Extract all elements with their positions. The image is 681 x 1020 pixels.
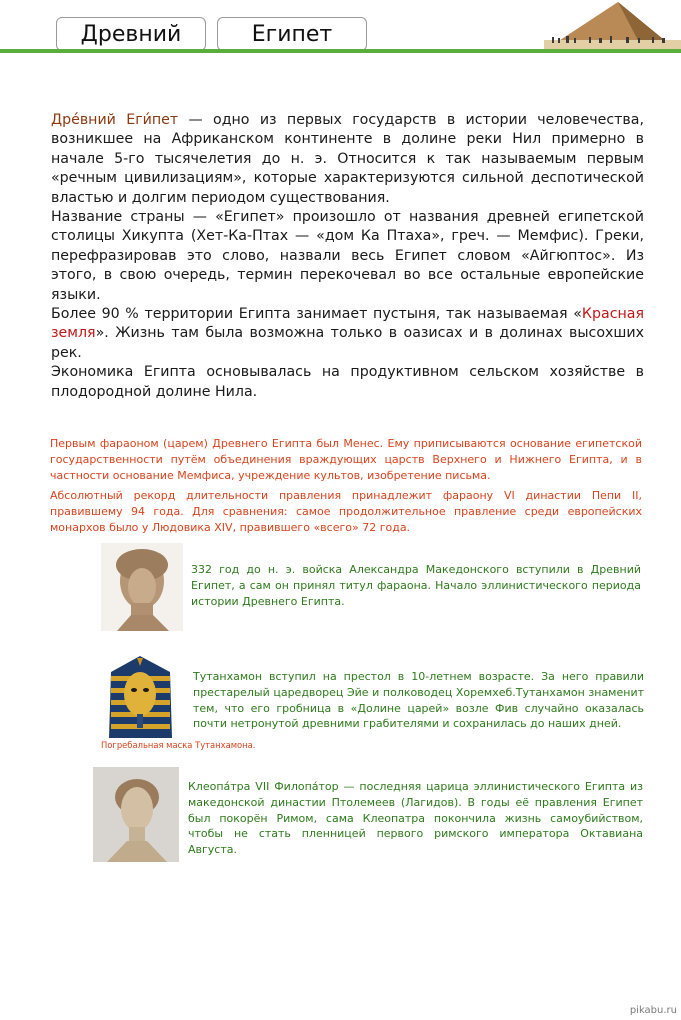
intro-paragraph-3 — [51, 305, 644, 363]
tab-ancient-label: Древний — [80, 21, 182, 47]
tutankhamun-text: Тутанхамон вступил на престол в 10-летнем возрасте. За него правили престарелый царедворец Эйе и полководец Хоремхеб.Тутанхамон знаменит тем, что его гробница в «Долине царей» возле Фив случайно оказалась почти нетронутой древними грабителями и сохранилась до наших дней. — [193, 670, 644, 731]
alexander-text: 332 год до н. э. войска Александра Македонского вступили в Древний Египет, а сам он принял титул фараона. Начало эллинистического периода истории Древнего Египта. — [191, 563, 641, 608]
intro-title: Дре́вний Еги́пет — [51, 112, 179, 128]
tutankhamun-caption: Погребальная маска Тутанхамона. — [101, 740, 256, 750]
tab-egypt — [217, 17, 367, 51]
intro-paragraph-2: Название страны — «Египет» произошло от названия древней египетской столицы Хикупта (Хет-Ка-Птах — «дом Ка Птаха», греч. — Мемфис). Греки, перефразировав это слово, назвали весь Египет словом «Айгюптос». Из этого, в свою очередь, термин перекочевал во все остальные европейские языки. — [51, 209, 644, 303]
note-pepi: Абсолютный рекорд длительности правления принадлежит фараону VI династии Пепи II, правившему 94 года. Для сравнения: самое продолжительное правление среди европейских монархов было у Людовика XIV, правившего «всего» 72 года. — [50, 489, 642, 534]
intro-text — [51, 111, 644, 402]
intro-paragraph-1 — [51, 111, 644, 208]
alexander-bust-image — [101, 543, 183, 631]
intro-paragraph-4: Экономика Египта основывалась на продуктивном сельском хозяйстве в плодородной долине Нила. — [51, 364, 644, 400]
intro-p3-end: ». Жизнь там была возможна только в оазисах и в долинах высохших рек. — [51, 325, 644, 361]
red-land-term: Красная земля — [51, 306, 644, 342]
watermark: pikabu.ru — [629, 1005, 677, 1016]
cleopatra-text: Клеопа́тра VII Филопа́тор — последняя царица эллинистического Египта из македонской династии Птолемеев (Лагидов). В годы её правления Египет был покорён Римом, сама Клеопатра покончила жизнь самоубийством, чтобы не стать пленницей первого римского императора Октавиана Августа. — [188, 780, 643, 857]
intro-p3-start: Более 90 % территории Египта занимает пустыня, так называемая « — [51, 306, 582, 323]
tab-ancient — [56, 17, 206, 51]
pyramid-image — [544, 0, 681, 52]
tab-egypt-label: Египет — [251, 21, 333, 47]
tutankhamun-mask-image — [101, 652, 180, 738]
intro-p1-rest: — одно из первых государств в истории человечества, возникшее на Африканском континенте в долине реки Нил примерно в начале 5-го тысячелетия до н. э. Относится к так называемым первым «речным цивилизациям», которые характеризуются сильной деспотической властью и долгим периодом существования. — [51, 112, 644, 206]
header-divider — [0, 49, 681, 53]
note-menes: Первым фараоном (царем) Древнего Египта был Менес. Ему приписываются основание египетской государственности путём объединения враждующих царств Верхнего и Нижнего Египта, и в частности основание Мемфиса, учреждение культов, изобретение письма. — [50, 437, 642, 482]
cleopatra-bust-image — [93, 767, 179, 862]
